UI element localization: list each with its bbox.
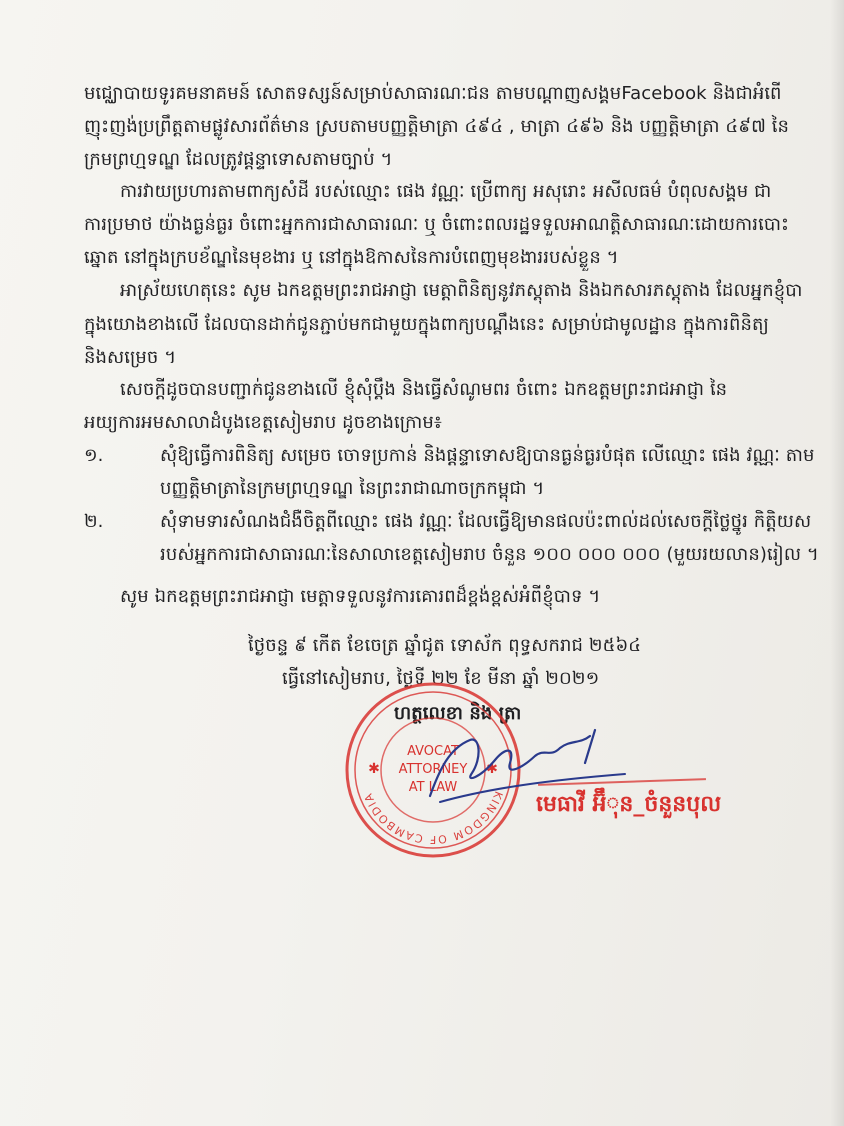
lunar-date: ថ្ងៃចន្ទ ៩ កើត ខែចេត្រ ឆ្នាំជូត ទោស័ក ពុទ្ធសករាជ ២៥៦៤ bbox=[248, 635, 642, 656]
item-1-number: ១. bbox=[84, 445, 104, 466]
item-2-line-2: របស់អ្នកការជាសាធារណៈនៃសាលាខេត្តសៀមរាប ចំនួន ១០០ ០០០ ០០០ (មួយរយលាន)រៀល ។ bbox=[160, 544, 819, 565]
paragraph-4-line-1: សេចក្តីដូចបានបញ្ជាក់ជូនខាងលើ ខ្ញុំសុំប្តឹង និងធ្វើសំណូមពរ ចំពោះ ឯកឧត្តមព្រះរាជអាជ្ញា នៃ bbox=[120, 379, 728, 400]
paragraph-1-line-3: ក្រមព្រហ្មទណ្ឌ ដែលត្រូវផ្តន្ទាទោសតាមច្បាប់ ។ bbox=[84, 149, 393, 170]
closing-line: សូម ឯកឧត្តមព្រះរាជអាជ្ញា មេត្តាទទួលនូវការគោរពដ៏ខ្ពង់ខ្ពស់អំពីខ្ញុំបាទ ។ bbox=[120, 586, 601, 607]
stamp-line-2: ATTORNEY bbox=[398, 762, 468, 777]
stamp-star-right-icon: ✱ bbox=[486, 761, 498, 777]
paragraph-3-line-2: ក្នុងយោងខាងលើ ដែលបានដាក់ជូនភ្ជាប់មកជាមួយក្នុងពាក្យបណ្តឹងនេះ សម្រាប់ជាមូលដ្ឋាន ក្នុងការពិនិត្យ bbox=[84, 314, 769, 335]
paragraph-1-line-1: មជ្ឈោបាយទូរគមនាគមន៍ សោតទស្សន៍សម្រាប់សាធារណៈជន តាមបណ្តាញសង្គមFacebook និងជាអំពើ bbox=[84, 83, 782, 104]
paragraph-3-line-1: អាស្រ័យហេតុនេះ សូម ឯកឧត្តមព្រះរាជអាជ្ញា មេត្តាពិនិត្យនូវភស្តុតាង និងឯកសារភស្តុតាង ដែលអ្នកខ្ញុំបា bbox=[120, 280, 803, 301]
page-edge-shadow bbox=[830, 0, 844, 1126]
stamp-line-3: AT LAW bbox=[408, 780, 458, 795]
paragraph-2-line-2: ការប្រមាថ យ៉ាងធ្ងន់ធ្ងរ ចំពោះអ្នកការជាសាធារណៈ ឬ ចំពោះពលរដ្ឋទទួលអាណត្តិសាធារណៈដោយការបោះ bbox=[84, 214, 789, 235]
item-1-line-2: បញ្ញត្តិមាត្រានៃក្រមព្រហ្មទណ្ឌ នៃព្រះរាជាណាចក្រកម្ពុជា ។ bbox=[160, 478, 545, 499]
stamp-line-1: AVOCAT bbox=[407, 744, 459, 759]
paragraph-4-line-2: អយ្យការអមសាលាដំបូងខេត្តសៀមរាប ដូចខាងក្រោម៖ bbox=[84, 412, 442, 433]
item-2-line-1: សុំទាមទារសំណងជំងឺចិត្តពីឈ្មោះ ផេង វណ្ណៈ ដែលធ្វើឱ្យមានផលប៉ះពាល់ដល់សេចក្តីថ្លៃថ្នូរ កិត្តិយស bbox=[160, 511, 812, 532]
item-2-number: ២. bbox=[84, 511, 104, 532]
item-1-line-1: សុំឱ្យធ្វើការពិនិត្យ សម្រេច ចោទប្រកាន់ និងផ្តន្ទាទោសឱ្យបានធ្ងន់ធ្ងរបំផុត លើឈ្មោះ ផេង វណ្ណៈ តាម bbox=[160, 445, 815, 466]
lawyer-name: មេធាវី អ៊ឹុន_ចំនួនបុល bbox=[536, 792, 722, 817]
signature-title: ហត្ថលេខា និង ត្រា bbox=[394, 703, 522, 724]
stamp-ring-text: KINGDOM OF CAMBODIA bbox=[361, 789, 506, 847]
solar-date: ធ្វើនៅសៀមរាប, ថ្ងៃទី ២២ ខែ មីនា ឆ្នាំ ២០២១ bbox=[282, 668, 600, 689]
paragraph-3-line-3: និងសម្រេច ។ bbox=[84, 347, 177, 368]
paragraph-2-line-1: ការវាយប្រហារតាមពាក្យសំដី របស់ឈ្មោះ ផេង វណ្ណៈ ប្រើពាក្យ អសុរោះ អសីលធម៌ បំពុលសង្គម ជា bbox=[120, 181, 772, 202]
stamp-star-left-icon: ✱ bbox=[368, 761, 380, 777]
paragraph-2-line-3: ឆ្នោត នៅក្នុងក្របខ័ណ្ឌនៃមុខងារ ឬ នៅក្នុងឱកាសនៃការបំពេញមុខងាររបស់ខ្លួន ។ bbox=[84, 247, 619, 268]
paragraph-1-line-2: ញុះញង់ប្រព្រឹត្តតាមផ្លូវសារព័ត៌មាន ស្របតាមបញ្ញត្តិមាត្រា ៤៩៤ , មាត្រា ៤៩៦ និង បញ្ញត្តិមាត្រា ៤៩៧ នៃ bbox=[84, 116, 790, 137]
